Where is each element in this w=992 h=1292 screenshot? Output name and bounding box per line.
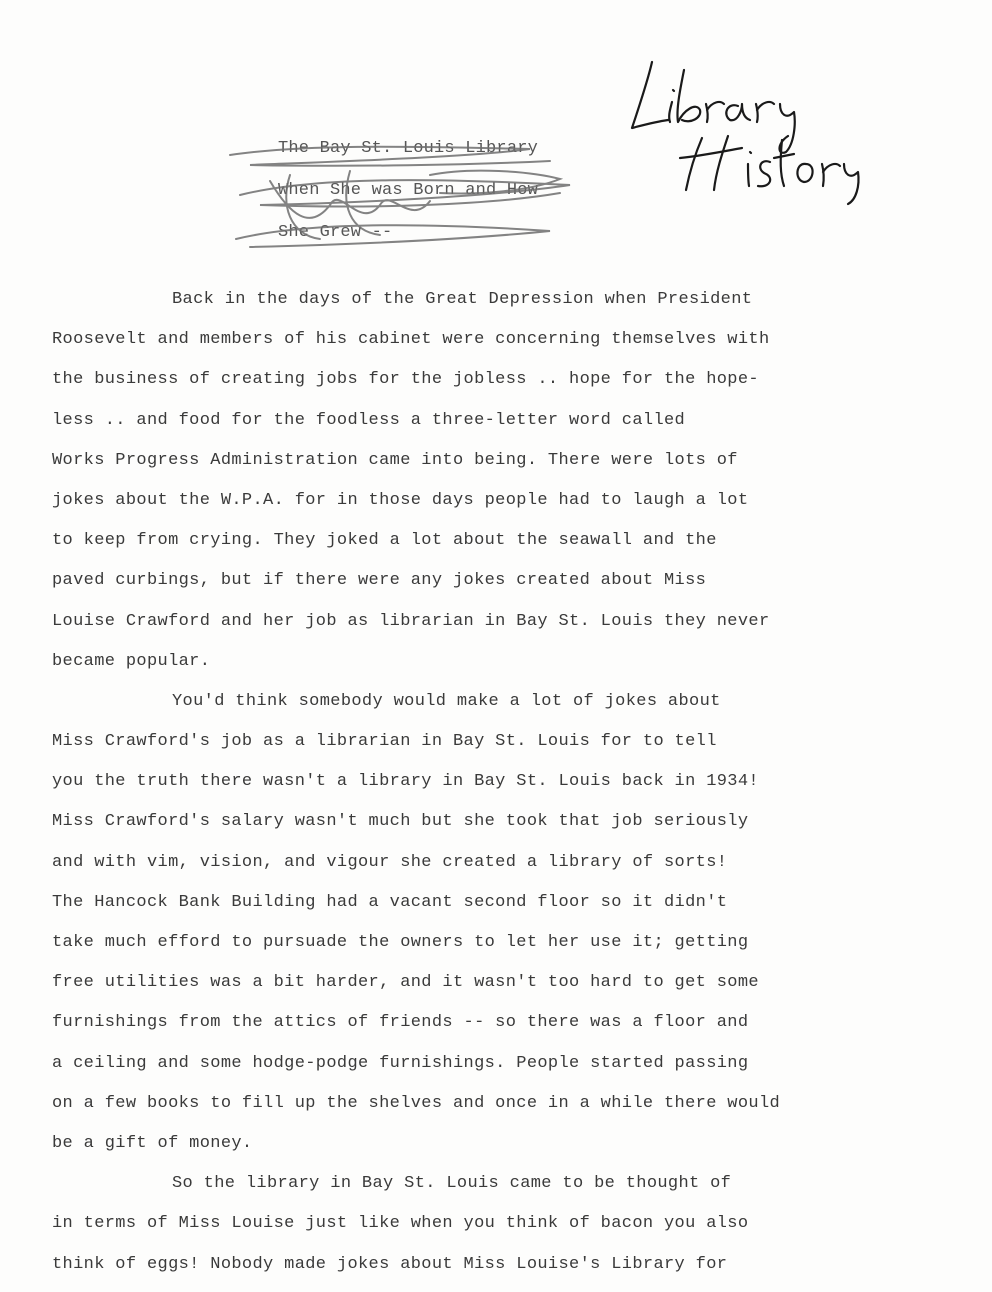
paragraph-1 <box>52 280 952 682</box>
text-line: So the library in Bay St. Louis came to be thought of <box>172 1174 732 1194</box>
text-line: Roosevelt and members of his cabinet were concerning themselves with <box>52 330 770 350</box>
text-line: Miss Crawford's salary wasn't much but she took that job seriously <box>52 812 749 832</box>
text-line: became popular. <box>52 651 211 671</box>
text-line: and with vim, vision, and vigour she created a library of sorts! <box>52 852 728 872</box>
struck-title-line-2: When She was Born and How <box>278 181 539 200</box>
paragraph-3 <box>52 1164 952 1285</box>
pencil-scribble <box>230 135 650 255</box>
text-line: You'd think somebody would make a lot of jokes about <box>172 691 721 711</box>
text-line: think of eggs! Nobody made jokes about Miss Louise's Library for <box>52 1254 728 1274</box>
text-line: jokes about the W.P.A. for in those days people had to laugh a lot <box>52 490 749 510</box>
text-line: free utilities was a bit harder, and it wasn't too hard to get some <box>52 973 759 993</box>
struck-title-line-3: She Grew -- <box>278 223 393 242</box>
text-line: Back in the days of the Great Depression when President <box>172 290 753 309</box>
text-line: Works Progress Administration came into being. There were lots of <box>52 450 738 470</box>
text-line: The Hancock Bank Building had a vacant second floor so it didn't <box>52 892 728 912</box>
struck-title-line-1: The Bay St. Louis Library <box>278 139 539 158</box>
text-line: a ceiling and some hodge-podge furnishings. People started passing <box>52 1053 749 1073</box>
paragraph-2 <box>52 682 952 1164</box>
text-line: paved curbings, but if there were any jokes created about Miss <box>52 571 707 591</box>
text-line: to keep from crying. They joked a lot about the seawall and the <box>52 531 717 551</box>
text-line: Louise Crawford and her job as librarian in Bay St. Louis they never <box>52 611 770 631</box>
text-line: less .. and food for the foodless a three-letter word called <box>52 410 686 430</box>
text-line: you the truth there wasn't a library in Bay St. Louis back in 1934! <box>52 772 759 792</box>
text-line: in terms of Miss Louise just like when you think of bacon you also <box>52 1214 749 1234</box>
text-line: on a few books to fill up the shelves and once in a while there would <box>52 1093 781 1113</box>
text-line: take much efford to pursuade the owners to let her use it; getting <box>52 933 749 952</box>
struck-title <box>230 135 650 255</box>
text-line: furnishings from the attics of friends -- so there was a floor and <box>52 1013 749 1033</box>
text-line: the business of creating jobs for the jobless .. hope for the hope- <box>52 370 759 390</box>
text-line: Miss Crawford's job as a librarian in Bay St. Louis for to tell <box>52 732 717 752</box>
text-line: be a gift of money. <box>52 1133 253 1153</box>
body-text <box>52 280 952 1285</box>
